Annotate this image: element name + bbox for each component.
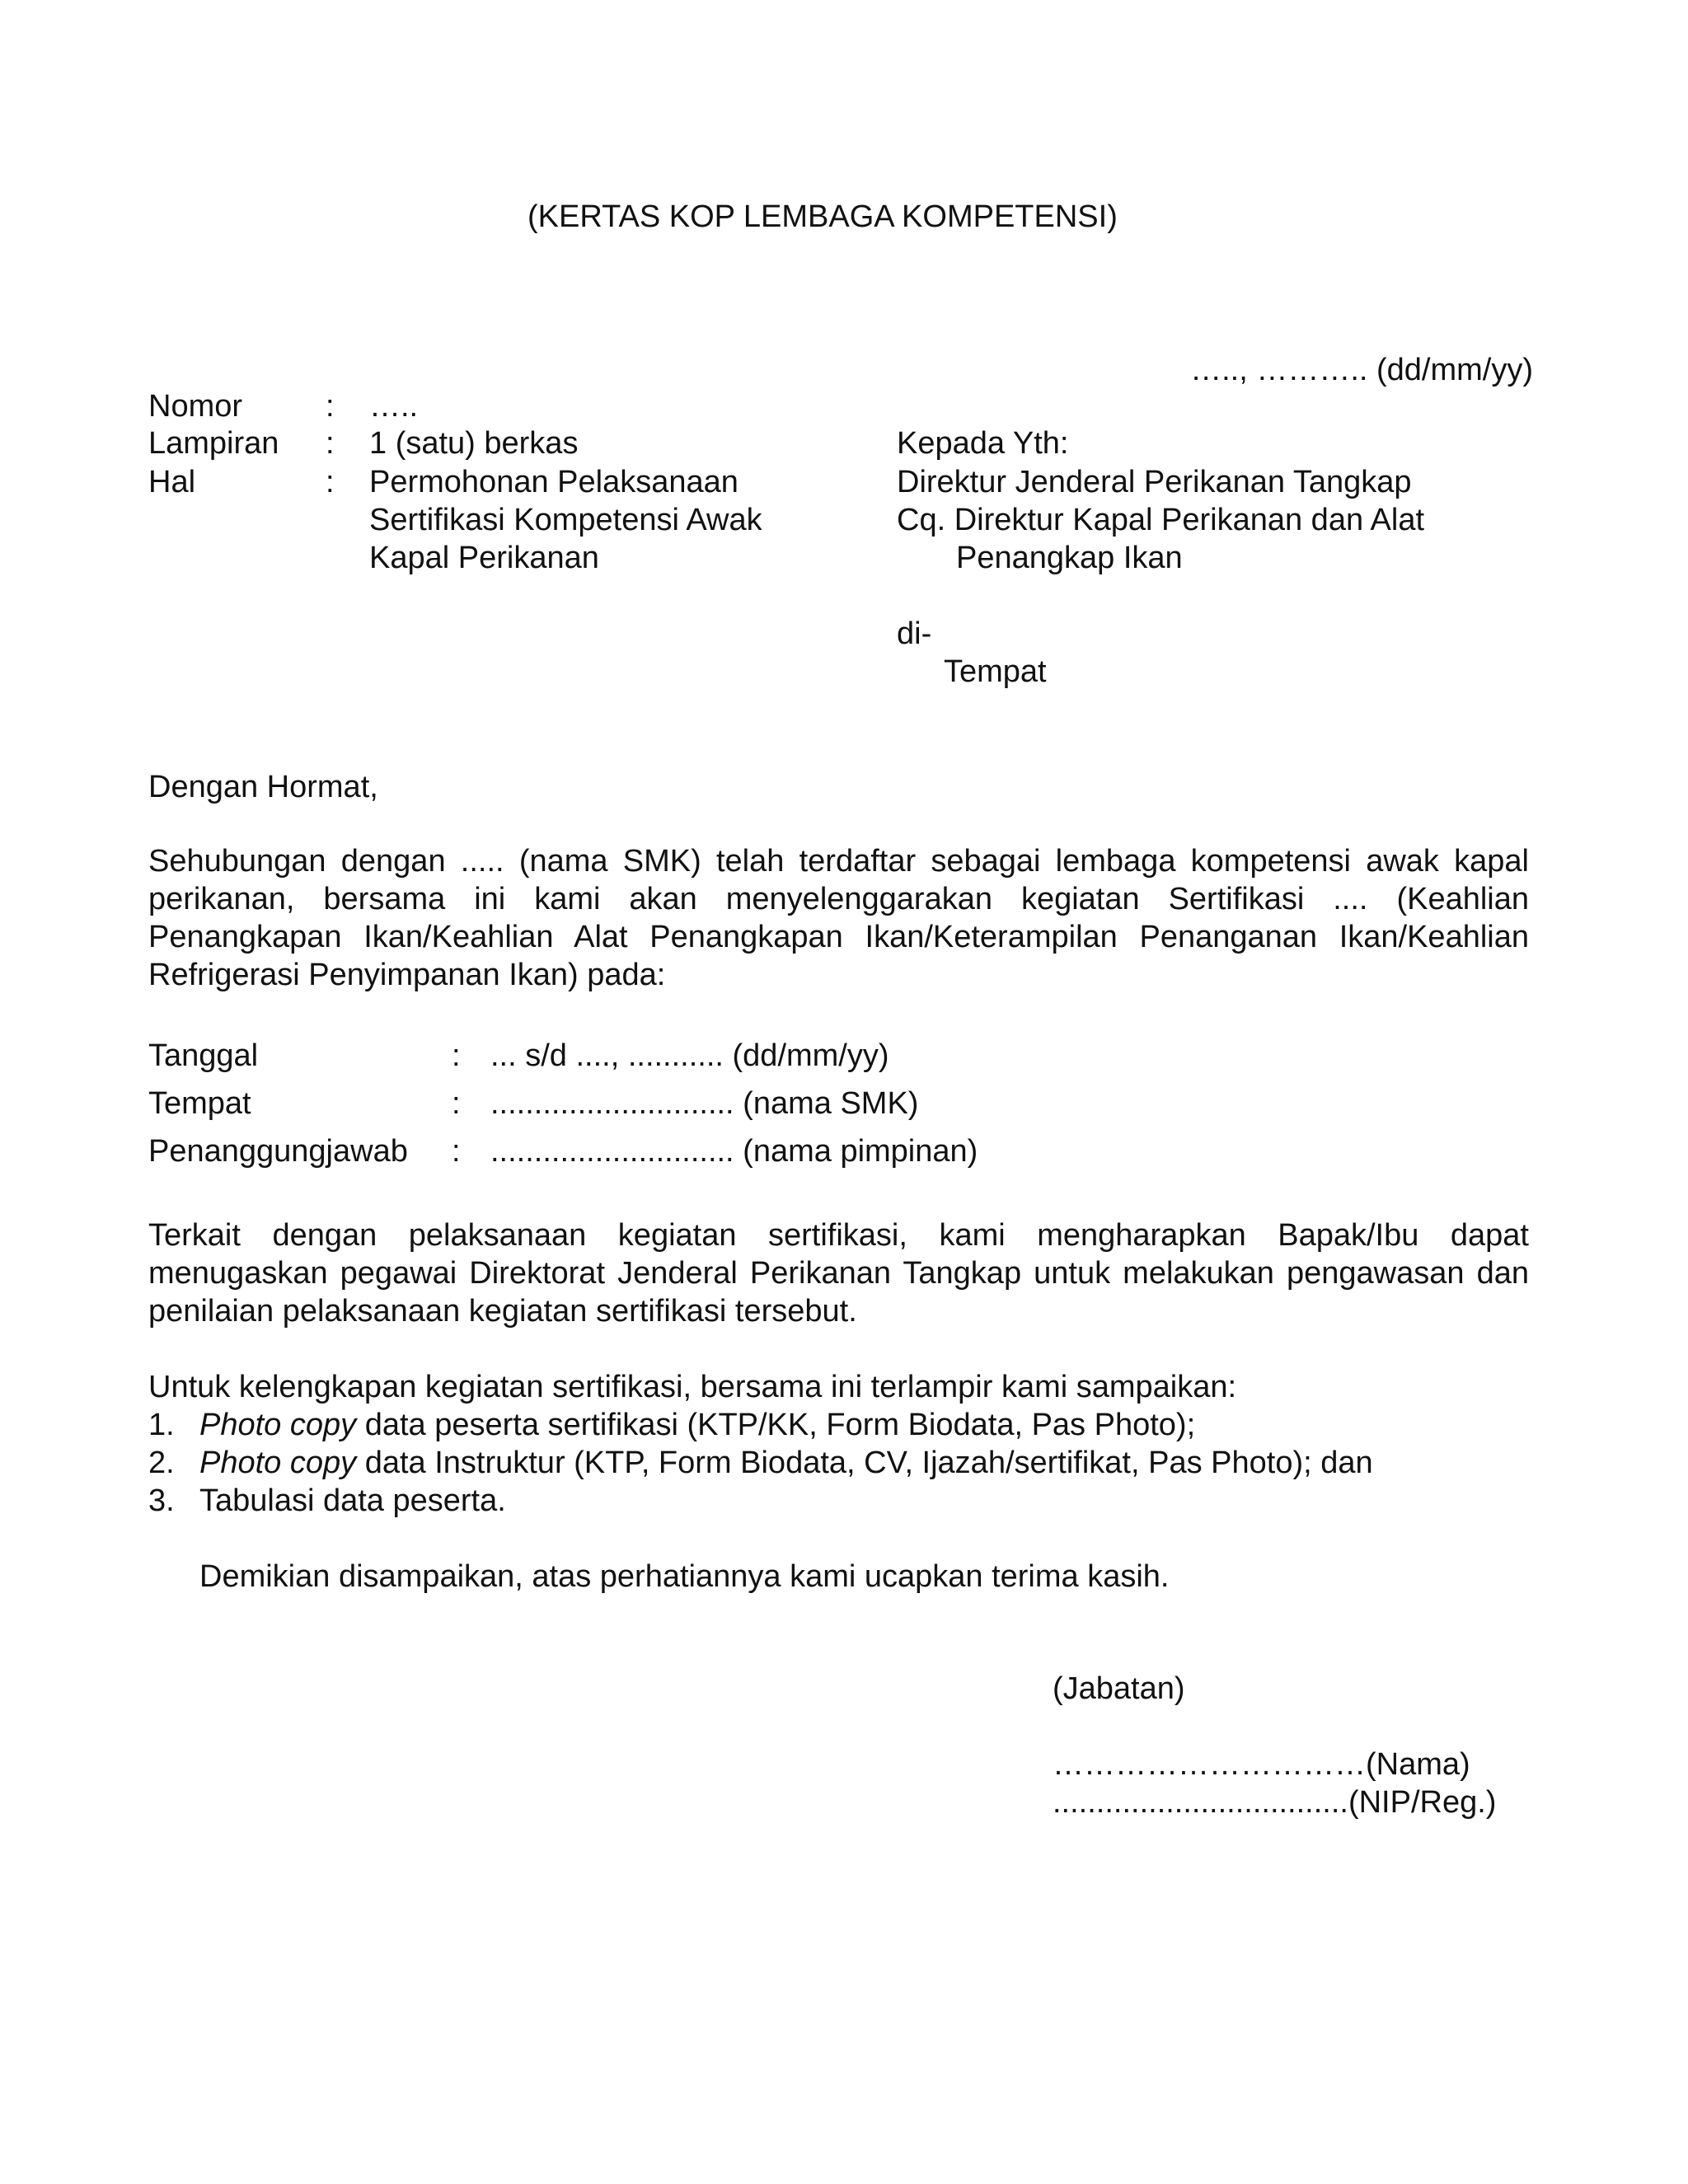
tempat-colon: :	[452, 1086, 461, 1121]
tanggal-value: ... s/d ...., ........... (dd/mm/yy)	[490, 1038, 889, 1073]
attachment-italic-2: Photo copy	[199, 1446, 357, 1480]
hal-line-3: Kapal Perikanan	[369, 541, 599, 575]
nomor-colon: :	[326, 389, 335, 424]
penanggungjawab-colon: :	[452, 1134, 461, 1169]
closing-sentence: Demikian disampaikan, atas perhatiannya kami ucapkan terima kasih.	[199, 1559, 1170, 1594]
attachment-item-3: Tabulasi data peserta.	[199, 1483, 506, 1518]
recipient-line-1: Direktur Jenderal Perikanan Tangkap	[897, 465, 1412, 499]
recipient-line-2: Cq. Direktur Kapal Perikanan dan Alat	[897, 503, 1425, 537]
recipient-tempat: Tempat	[944, 654, 1047, 689]
tanggal-colon: :	[452, 1038, 461, 1073]
attachments-intro: Untuk kelengkapan kegiatan sertifikasi, bersama ini terlampir kami sampaikan:	[148, 1370, 1237, 1404]
lampiran-colon: :	[326, 426, 335, 461]
attachment-num-3: 3.	[148, 1483, 175, 1518]
lampiran-value: 1 (satu) berkas	[369, 426, 579, 461]
body-paragraph-1: Sehubungan dengan ..... (nama SMK) telah terdaftar sebagai lembaga kompetensi awak kapal perikanan, bersama ini kami akan menyelenggarakan kegiatan Sertifikasi .... (Keahlian Penangkapan Ikan/Keahlian Alat Penangkapan Ikan/Keterampilan Penanganan Ikan/Keahlian Refrigerasi Penyimpanan Ikan) pada:	[148, 844, 1529, 992]
recipient-line-3: Penangkap Ikan	[956, 541, 1183, 575]
attachment-item-2	[199, 1444, 1373, 1482]
attachment-italic-1: Photo copy	[199, 1408, 357, 1442]
signature-nip: ..................................(NIP/Reg.)	[1053, 1785, 1497, 1820]
hal-colon: :	[326, 465, 335, 499]
nomor-value: …..	[369, 389, 419, 424]
tempat-value: ............................ (nama SMK)	[490, 1086, 919, 1121]
signature-nama: …………………………(Nama)	[1053, 1747, 1470, 1782]
letterhead: (KERTAS KOP LEMBAGA KOMPETENSI)	[528, 199, 1118, 234]
hal-label: Hal	[148, 465, 196, 499]
attachment-num-1: 1.	[148, 1408, 175, 1442]
attachment-num-2: 2.	[148, 1446, 175, 1480]
hal-line-1: Permohonan Pelaksanaan	[369, 465, 738, 499]
lampiran-label: Lampiran	[148, 426, 279, 461]
penanggungjawab-value: ............................ (nama pimpinan)	[490, 1134, 978, 1169]
hal-line-2: Sertifikasi Kompetensi Awak	[369, 503, 762, 537]
recipient-greeting: Kepada Yth:	[897, 426, 1069, 461]
penanggungjawab-label: Penanggungjawab	[148, 1134, 408, 1169]
attachment-text-2: data Instruktur (KTP, Form Biodata, CV, Ijazah/sertifikat, Pas Photo); dan	[356, 1446, 1373, 1480]
body-paragraph-2: Terkait dengan pelaksanaan kegiatan sertifikasi, kami mengharapkan Bapak/Ibu dapat menugaskan pegawai Direktorat Jenderal Perikanan Tangkap untuk melakukan pengawasan dan penilaian pelaksanaan kegiatan sertifikasi tersebut.	[148, 1218, 1529, 1329]
nomor-label: Nomor	[148, 389, 243, 424]
signature-jabatan: (Jabatan)	[1053, 1671, 1185, 1706]
date-line: ….., ……….. (dd/mm/yy)	[1190, 353, 1533, 387]
attachment-text-1: data peserta sertifikasi (KTP/KK, Form Biodata, Pas Photo);	[356, 1408, 1196, 1442]
salutation: Dengan Hormat,	[148, 770, 378, 804]
attachment-item-1	[199, 1406, 1195, 1444]
tanggal-label: Tanggal	[148, 1038, 259, 1073]
tempat-label: Tempat	[148, 1086, 251, 1121]
recipient-di: di-	[897, 616, 932, 651]
